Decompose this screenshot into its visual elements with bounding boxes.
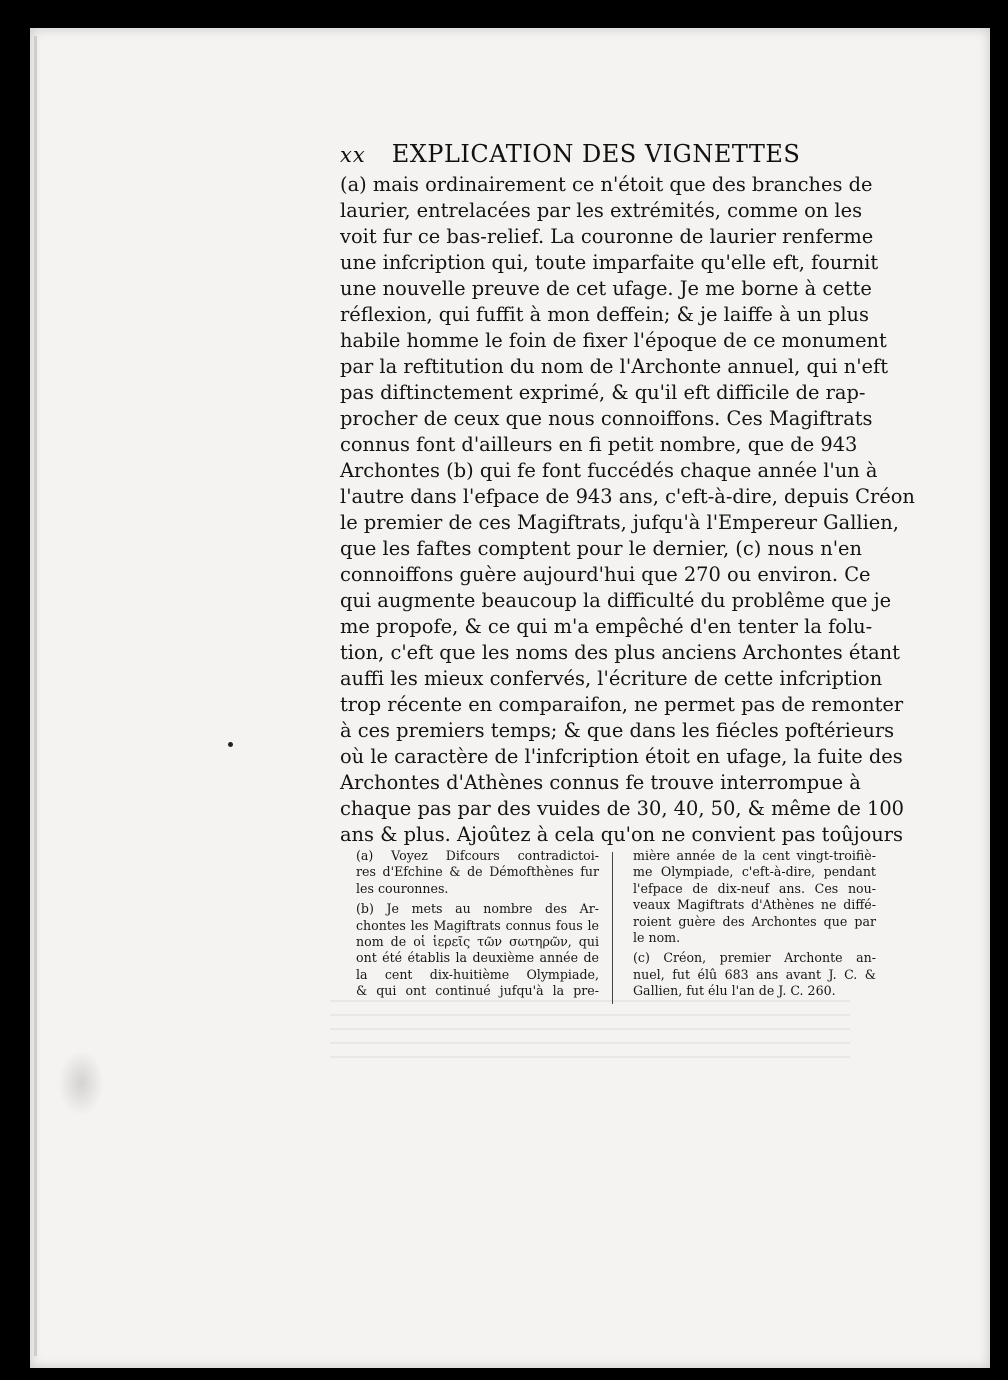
body-line: chaque pas par des vuides de 30, 40, 50, & même de 100 bbox=[340, 797, 905, 820]
body-line: auffi les mieux confervés, l'écriture de cette infcription bbox=[340, 667, 883, 690]
body-line: où le caractère de l'infcription étoit en ufage, la fuite des bbox=[340, 745, 903, 768]
footnote-line: Gallien, fut élu l'an de J. C. 260. bbox=[633, 983, 836, 999]
body-line: une nouvelle preuve de cet ufage. Je me borne à cette bbox=[340, 277, 872, 300]
footnote-line: veaux Magiftrats d'Athènes ne diffé- bbox=[633, 897, 876, 913]
body-text bbox=[340, 172, 915, 848]
footnote-column-left bbox=[356, 848, 599, 1000]
body-line: connoiffons guère aujourd'hui que 270 ou environ. Ce bbox=[340, 563, 871, 586]
footnote-line: nuel, fut élû 683 ans avant J. C. & bbox=[633, 966, 876, 982]
footnote-column-right bbox=[633, 848, 876, 1000]
ink-speck bbox=[228, 742, 233, 747]
footnote-line: nom de οἱ ἱερεῖς τῶν σωτηρῶν, qui bbox=[356, 933, 599, 949]
footnote-line: l'efpace de dix-neuf ans. Ces nou- bbox=[633, 880, 876, 896]
footnote-line: me Olympiade, c'eft-à-dire, pendant bbox=[633, 864, 876, 880]
body-line: ans & plus. Ajoûtez à cela qu'on ne convient pas toûjours bbox=[340, 823, 904, 846]
footnote-line: & qui ont continué jufqu'à la pre- bbox=[356, 983, 599, 999]
body-line: par la reftitution du nom de l'Archonte annuel, qui n'eft bbox=[340, 355, 888, 378]
body-line: l'autre dans l'efpace de 943 ans, c'eft-à-dire, depuis Créon bbox=[340, 485, 915, 508]
footnote-line: mière année de la cent vingt-troifiè- bbox=[633, 848, 876, 863]
footnote-line: ont été établis la deuxième année de bbox=[356, 950, 599, 966]
body-line: procher de ceux que nous connoiffons. Ces Magiftrats bbox=[340, 407, 873, 430]
footnote-line: chontes les Magiftrats connus fous le bbox=[356, 917, 599, 933]
show-through-text bbox=[330, 1000, 850, 1060]
footnote-line: les couronnes. bbox=[356, 880, 449, 896]
paper-stain bbox=[58, 1050, 104, 1116]
footnote-line: (a) Voyez Difcours contradictoi- bbox=[356, 848, 599, 863]
footnote-line: (b) Je mets au nombre des Ar- bbox=[356, 901, 599, 917]
page-number: xx bbox=[340, 143, 366, 167]
body-line: Archontes (b) qui fe font fuccédés chaque année l'un à bbox=[340, 459, 878, 482]
footnotes bbox=[356, 848, 876, 1000]
body-line: me propofe, & ce qui m'a empêché d'en tenter la folu- bbox=[340, 615, 873, 638]
running-head bbox=[340, 140, 820, 168]
body-line: voit fur ce bas-relief. La couronne de laurier renferme bbox=[340, 225, 874, 248]
body-line: que les faftes comptent pour le dernier, (c) nous n'en bbox=[340, 537, 863, 560]
body-line: (a) mais ordinairement ce n'étoit que des branches de bbox=[340, 173, 873, 196]
body-line: une infcription qui, toute imparfaite qu'elle eft, fournit bbox=[340, 251, 879, 274]
body-line: connus font d'ailleurs en fi petit nombre, que de 943 bbox=[340, 433, 858, 456]
page-edge bbox=[34, 36, 37, 1356]
footnote-line: la cent dix-huitième Olympiade, bbox=[356, 966, 599, 982]
page-title: EXPLICATION DES VIGNETTES bbox=[391, 140, 801, 168]
body-line: à ces premiers temps; & que dans les fiécles poftérieurs bbox=[340, 719, 895, 742]
footnote-line: roient guère des Archontes que par bbox=[633, 913, 876, 929]
body-line: habile homme le foin de fixer l'époque de ce monument bbox=[340, 329, 887, 352]
body-line: qui augmente beaucoup la difficulté du problême que je bbox=[340, 589, 892, 612]
body-line: le premier de ces Magiftrats, jufqu'à l'Empereur Gallien, bbox=[340, 511, 899, 534]
body-line: laurier, entrelacées par les extrémités, comme on les bbox=[340, 199, 863, 222]
body-line: trop récente en comparaifon, ne permet pas de remonter bbox=[340, 693, 904, 716]
footnote-line: le nom. bbox=[633, 929, 681, 945]
footnote-line: (c) Créon, premier Archonte an- bbox=[633, 950, 876, 966]
body-line: réflexion, qui fuffit à mon deffein; & je laiffe à un plus bbox=[340, 303, 869, 326]
footnote-line: res d'Efchine & de Démofthènes fur bbox=[356, 864, 599, 880]
body-line: tion, c'eft que les noms des plus anciens Archontes étant bbox=[340, 641, 900, 664]
body-line: pas diftinctement exprimé, & qu'il eft difficile de rap- bbox=[340, 381, 866, 404]
body-line: Archontes d'Athènes connus fe trouve interrompue à bbox=[340, 771, 861, 794]
